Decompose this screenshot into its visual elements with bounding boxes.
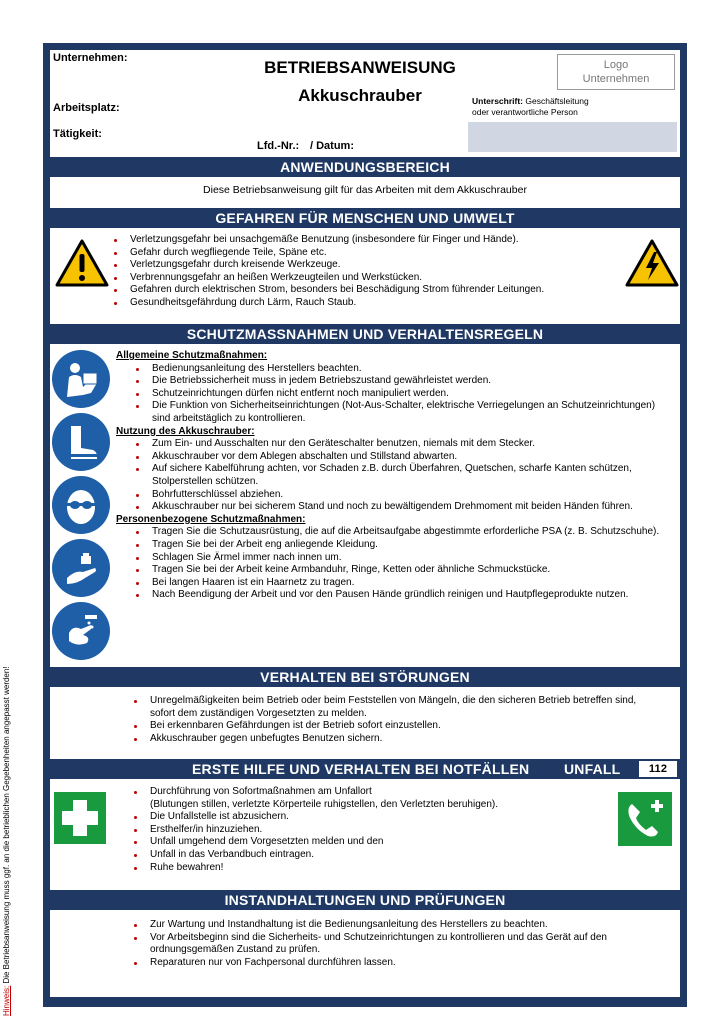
lfd-nr-label: Lfd.-Nr.: (257, 140, 300, 152)
schutz-item: Bohrfutterschlüssel abziehen. (128, 489, 660, 502)
schutz-item: Nach Beendigung der Arbeit und vor den Pausen Hände gründlich reinigen und Hautpflegeprodukte nutzen. (128, 589, 660, 602)
erste-hilfe-item: Ruhe bewahren! (126, 862, 590, 875)
schutz-item: Akkuschrauber nur bei sicherem Stand und noch zu bewältigendem Drehmoment mit beiden Händen führen. (128, 501, 660, 514)
signature-caption (472, 96, 589, 118)
stoerungen-bar: VERHALTEN BEI STÖRUNGEN (50, 667, 680, 687)
gefahren-list (106, 234, 624, 310)
erste-hilfe-item: Die Unfallstelle ist abzusichern. (126, 811, 590, 824)
gefahren-item: Verletzungsgefahr durch kreisende Werkzeuge. (106, 259, 624, 272)
eye-protection-icon (52, 476, 110, 534)
schutz-heading-personen: Personenbezogene Schutzmaßnahmen: (116, 513, 306, 525)
warning-icon (54, 238, 110, 288)
logo-line-1: Logo (603, 59, 629, 71)
schutz-item: Tragen Sie bei der Arbeit eng anliegende Kleidung. (128, 539, 660, 552)
schutz-item: Schutzeinrichtungen dürfen nicht entfernt noch manipuliert werden. (128, 388, 660, 401)
signature-field[interactable] (468, 122, 677, 152)
erste-hilfe-item: Ersthelfer/in hinzuziehen. (126, 824, 590, 837)
instand-bar: INSTANDHALTUNGEN UND PRÜFUNGEN (50, 890, 680, 910)
page-subtitle: Akkuschrauber (298, 86, 422, 105)
schutz-item: Bedienungsanleitung des Herstellers beachten. (128, 363, 660, 376)
stoerungen-item: Bei erkennbaren Gefährdungen ist der Betrieb sofort einzustellen. (126, 720, 650, 733)
instand-list (126, 919, 640, 969)
electric-hazard-icon (624, 238, 680, 288)
safety-boots-icon (52, 413, 110, 471)
schutz-item: Akkuschrauber vor dem Ablegen abschalten und Stillstand abwarten. (128, 451, 660, 464)
schutz-heading-nutzung: Nutzung des Akkuschrauber: (116, 425, 255, 437)
first-aid-icon (54, 792, 106, 844)
unternehmen-label: Unternehmen: (53, 52, 128, 64)
side-note (2, 596, 14, 1016)
erste-hilfe-list (126, 786, 590, 874)
gefahren-item: Gesundheitsgefährdung durch Lärm, Rauch Staub. (106, 297, 624, 310)
gefahren-item: Gefahr durch wegfliegende Teile, Späne etc. (106, 247, 624, 260)
anwendung-text: Diese Betriebsanweisung gilt für das Arbeiten mit dem Akkuschrauber (203, 184, 527, 196)
wash-hands-icon (52, 602, 110, 660)
instand-item: Reparaturen nur von Fachpersonal durchführen lassen. (126, 957, 640, 970)
datum-label: / Datum: (310, 140, 354, 152)
logo-placeholder (557, 54, 675, 90)
arbeitsplatz-label: Arbeitsplatz: (53, 102, 120, 114)
logo-line-2: Unternehmen (582, 73, 650, 85)
anwendung-bar: ANWENDUNGSBEREICH (50, 157, 680, 177)
stoerungen-list (126, 695, 650, 745)
side-note-text: Die Betriebsanweisung muss ggf. an die betrieblichen Gegebenheiten angepasst werden! (2, 666, 11, 986)
emergency-phone-icon (618, 792, 672, 846)
signature-label: Unterschrift: (472, 96, 524, 106)
document-frame (43, 43, 687, 1007)
read-manual-icon (52, 350, 110, 408)
taetigkeit-label: Tätigkeit: (53, 128, 102, 140)
side-note-prefix: Hinweis: (2, 985, 11, 1016)
schutz-item: Auf sichere Kabelführung achten, vor Schaden z.B. durch Überfahren, Quetschen, scharfe Kanten schützen, Stolperstellen schützen. (128, 463, 660, 488)
gefahren-item: Verbrennungsgefahr an heißen Werkzeugteilen und Werkstücken. (106, 272, 624, 285)
schutz-item: Tragen Sie bei der Arbeit keine Armbanduhr, Ringe, Ketten oder ähnliche Schmuckstücke. (128, 564, 660, 577)
signature-text: Geschäftsleitung (523, 96, 589, 106)
ppe-icon-column (52, 350, 112, 665)
stoerungen-item: Akkuschrauber gegen unbefugtes Benutzen sichern. (126, 733, 650, 746)
erste-hilfe-item: Durchführung von Sofortmaßnahmen am Unfallort (126, 786, 590, 799)
page-title: BETRIEBSANWEISUNG (264, 58, 456, 77)
schutz-heading-allgemein: Allgemeine Schutzmaßnahmen: (116, 350, 268, 361)
unfall-label: UNFALL (564, 761, 621, 777)
instand-item: Vor Arbeitsbeginn sind die Sicherheits- und Schutzeinrichtungen zu kontrollieren und das Gerät auf den ordnungsgemäßen Zustand zu prüfen. (126, 932, 640, 957)
gefahren-bar: GEFAHREN FÜR MENSCHEN UND UMWELT (50, 208, 680, 228)
erste-hilfe-item: Unfall umgehend dem Vorgesetzten melden und den (126, 836, 590, 849)
schutz-item: Die Funktion von Sicherheitseinrichtungen (Not-Aus-Schalter, elektrische Verriegelungen an Schutzeinrichtungen) sind arbeitstäglich zu kontrollieren. (128, 400, 660, 425)
erste-hilfe-title: ERSTE HILFE UND VERHALTEN BEI NOTFÄLLEN (192, 761, 530, 777)
schutz-item: Tragen Sie die Schutzausrüstung, die auf die Arbeitsaufgabe abgestimmte erforderliche PSA (z. B. Schutzschuhe). (128, 526, 660, 539)
schutz-bar: SCHUTZMASSNAHMEN UND VERHALTENSREGELN (50, 324, 680, 344)
document-body (50, 50, 680, 997)
gefahren-item: Verletzungsgefahr bei unsachgemäße Benutzung (insbesondere für Finger und Hände). (106, 234, 624, 247)
schutz-item: Zum Ein- und Ausschalten nur den Geräteschalter benutzen, niemals mit dem Stecker. (128, 438, 660, 451)
gefahren-item: Gefahren durch elektrischen Strom, besonders bei Beschädigung Strom führender Leitungen. (106, 284, 624, 297)
instand-item: Zur Wartung und Instandhaltung ist die Bedienungsanleitung des Herstellers zu beachten. (126, 919, 640, 932)
skin-protection-icon (52, 539, 110, 597)
schutz-content (116, 350, 660, 602)
stoerungen-item: Unregelmäßigkeiten beim Betrieb oder beim Feststellen von Mängeln, die den sicheren Betrieb betreffen sind, sofort dem zuständigen Vorgesetzten zu melden. (126, 695, 650, 720)
emergency-number: 112 (639, 761, 677, 777)
schutz-item: Schlagen Sie Ärmel immer nach innen um. (128, 552, 660, 565)
signature-text-2: oder verantwortliche Person (472, 107, 578, 117)
schutz-item: Bei langen Haaren ist ein Haarnetz zu tragen. (128, 577, 660, 590)
erste-hilfe-bar (50, 759, 680, 779)
schutz-item: Die Betriebssicherheit muss in jedem Betriebszustand gewährleistet werden. (128, 375, 660, 388)
erste-hilfe-item: Unfall in das Verbandbuch eintragen. (126, 849, 590, 862)
erste-hilfe-item: (Blutungen stillen, verletzte Körperteile ruhigstellen, den Verletzten beruhigen). (150, 798, 498, 810)
